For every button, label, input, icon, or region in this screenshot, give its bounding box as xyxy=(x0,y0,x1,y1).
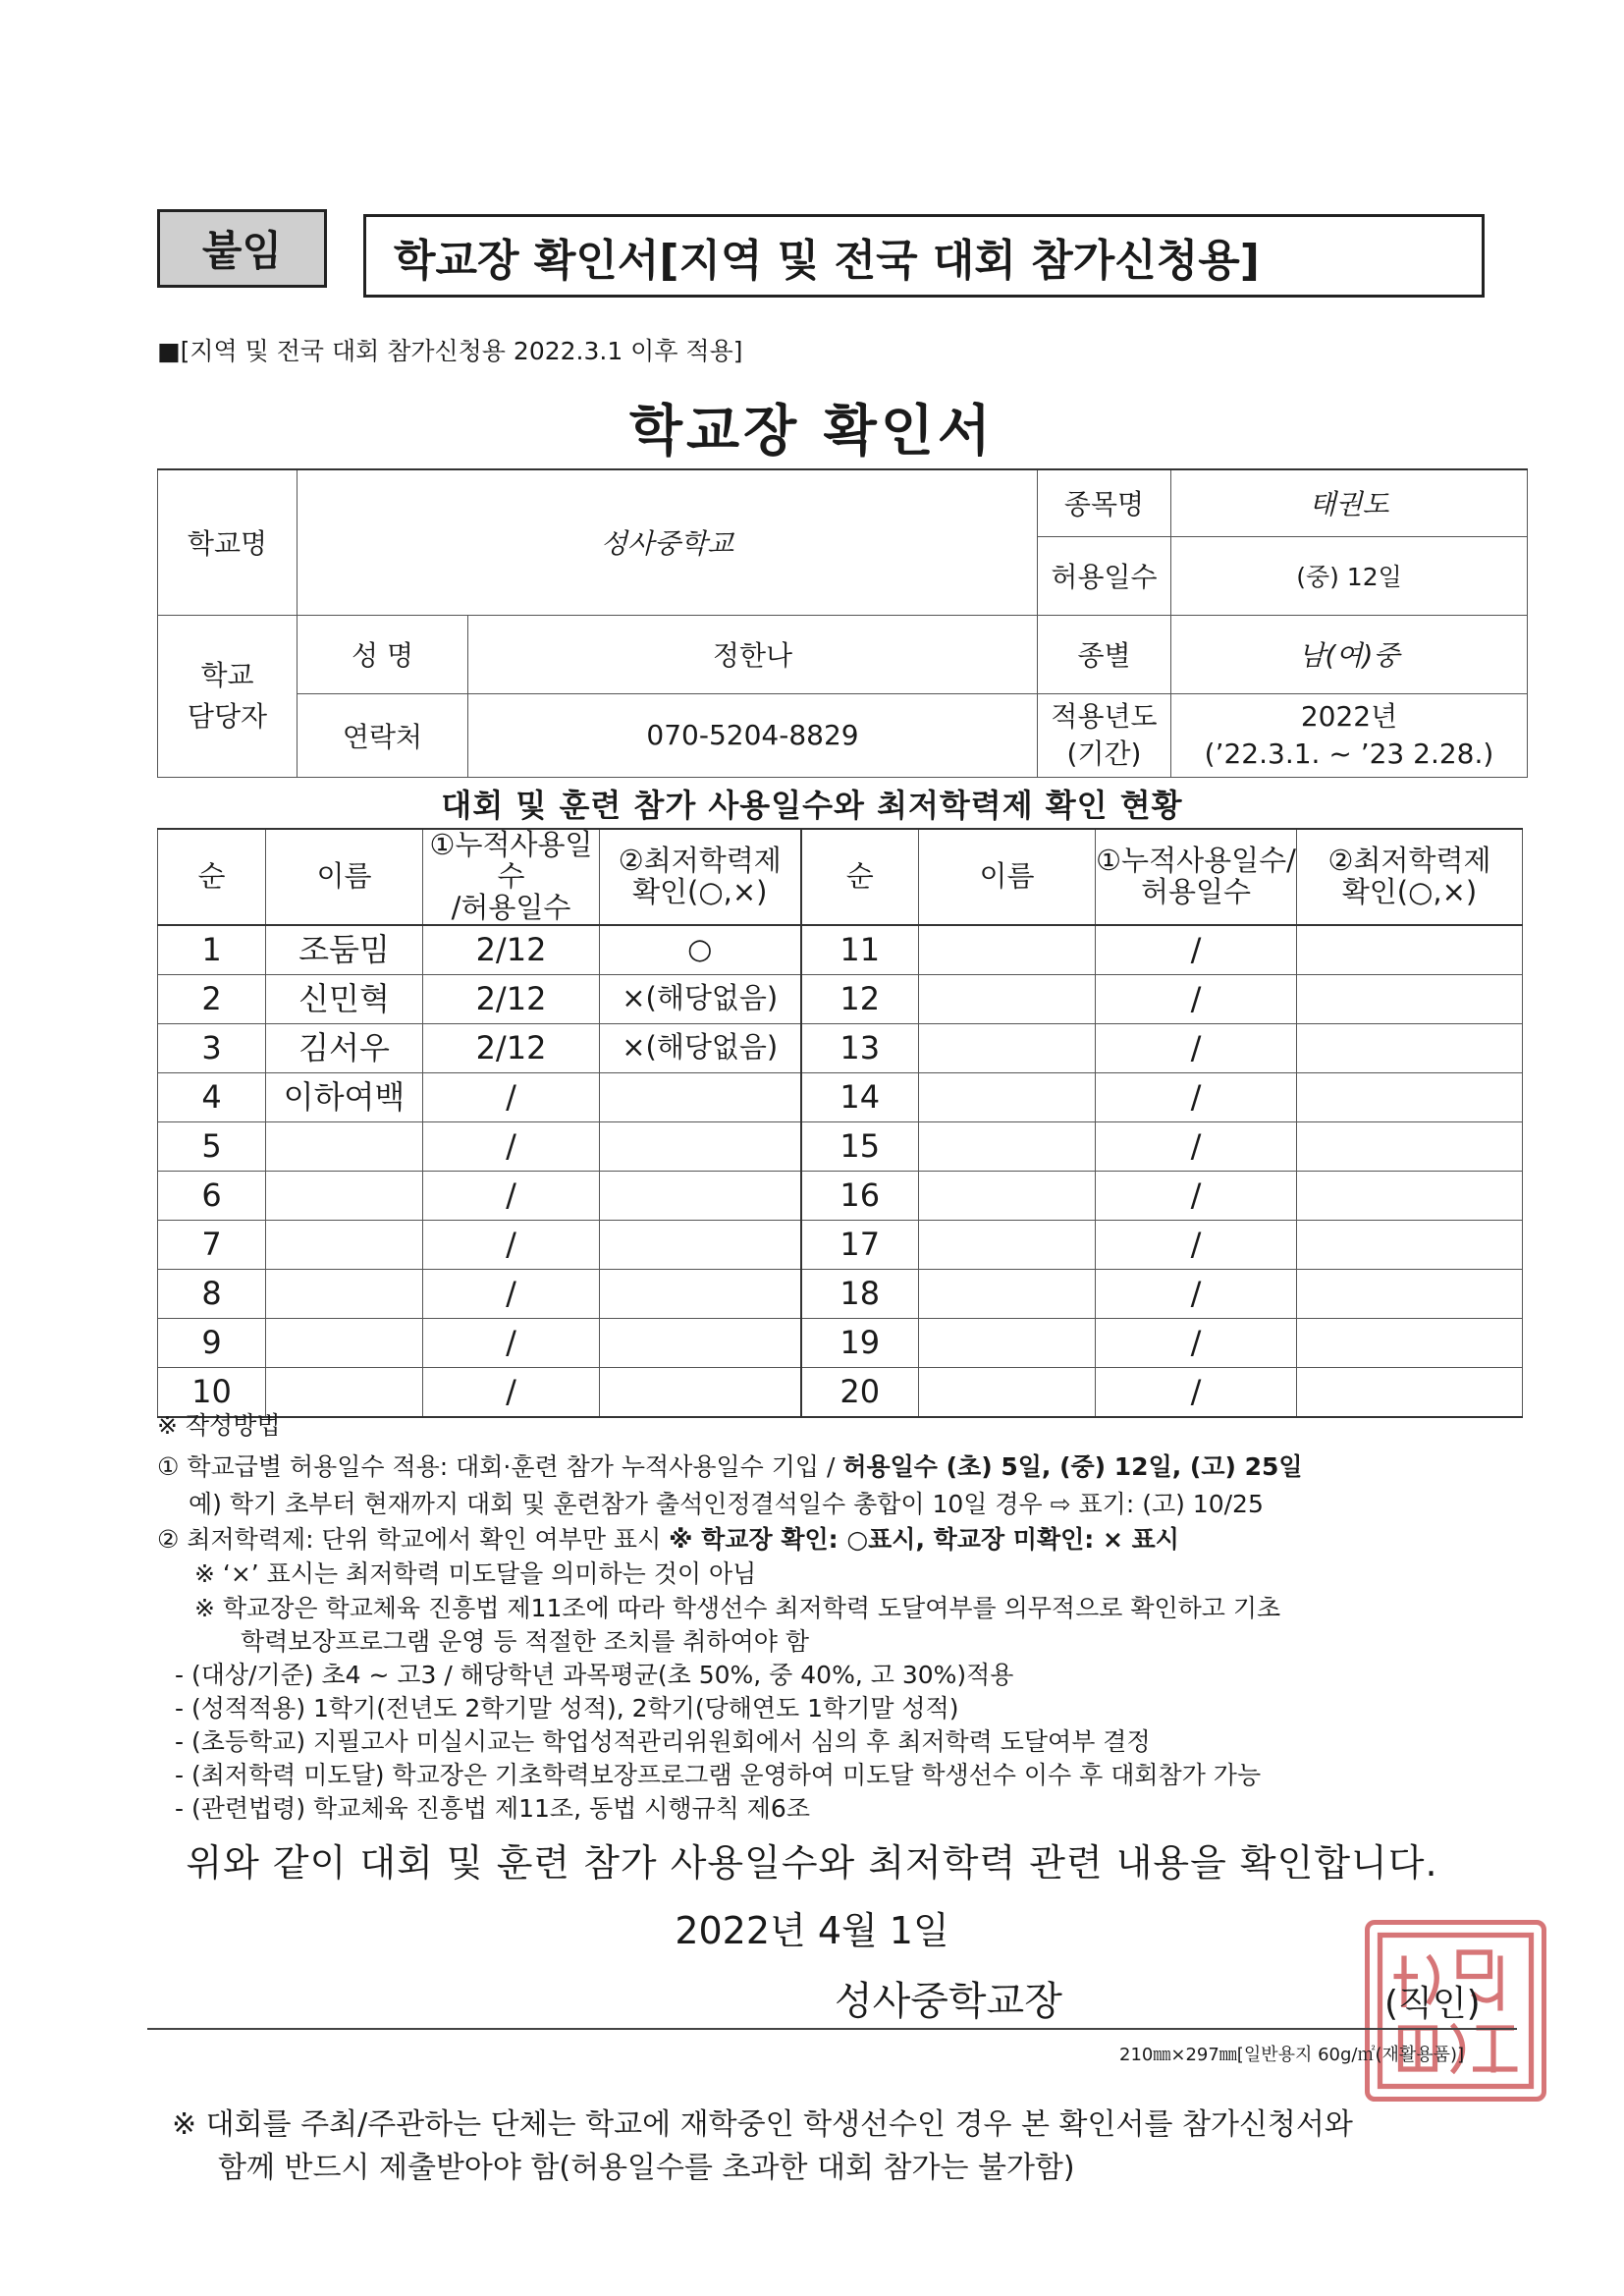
row-days: / xyxy=(423,1121,600,1171)
row-check xyxy=(600,1269,801,1318)
row-check-right xyxy=(1297,1121,1523,1171)
row-name-right xyxy=(919,974,1096,1023)
row-days-right: / xyxy=(1096,1023,1297,1072)
row-check: ×(해당없음) xyxy=(600,1023,801,1072)
school-info-table xyxy=(157,468,1528,778)
table-row xyxy=(158,974,1523,1023)
row-check xyxy=(600,1367,801,1417)
school-value: 성사중학교 xyxy=(298,469,1038,615)
row-days: / xyxy=(423,1220,600,1269)
row-check xyxy=(600,1220,801,1269)
table-row xyxy=(158,1023,1523,1072)
note-10: - (최저학력 미도달) 학교장은 기초학력보장프로그램 운영하여 미도달 학생선수 이수 후 대회참가 가능 xyxy=(175,1761,1262,1789)
notes-heading: ※ 작성방법 xyxy=(157,1411,281,1440)
row-check-right xyxy=(1297,1220,1523,1269)
sport-value: 태권도 xyxy=(1171,469,1528,536)
note-1b: 허용일수 (초) 5일, (중) 12일, (고) 25일 xyxy=(842,1452,1303,1481)
note-4: ※ ‘×’ 표시는 최저학력 미도달을 의미하는 것이 아님 xyxy=(194,1559,757,1588)
col-check-right-sub: 확인(○,×) xyxy=(1341,874,1478,908)
footer-note-1: ※ 대회를 주최/주관하는 단체는 학교에 재학중인 학생선수인 경우 본 확인서를 참가신청서와 xyxy=(172,2107,1353,2142)
page-title: 학교장 확인서 xyxy=(628,400,996,464)
row-no: 10 xyxy=(158,1367,266,1417)
col-check-right: ②최저학력제 xyxy=(1327,843,1491,877)
row-days: / xyxy=(423,1171,600,1220)
row-name-right xyxy=(919,1367,1096,1417)
row-days: 2/12 xyxy=(423,974,600,1023)
row-check-right xyxy=(1297,1072,1523,1121)
year-period-value: (’22.3.1. ~ ’23 2.28.) xyxy=(1204,737,1494,770)
table-row xyxy=(158,1318,1523,1367)
row-name xyxy=(266,1269,423,1318)
allowed-days-label: 허용일수 xyxy=(1038,536,1171,615)
row-check xyxy=(600,1072,801,1121)
row-check-right xyxy=(1297,1318,1523,1367)
row-check xyxy=(600,1318,801,1367)
row-name: 조둠밈 xyxy=(266,925,423,975)
col-name: 이름 xyxy=(266,829,423,925)
table-row xyxy=(158,925,1523,975)
row-check-right xyxy=(1297,1023,1523,1072)
row-name-right xyxy=(919,1318,1096,1367)
row-check-right xyxy=(1297,1269,1523,1318)
row-no-right: 19 xyxy=(801,1318,919,1367)
row-name-right xyxy=(919,1171,1096,1220)
row-name-right xyxy=(919,1121,1096,1171)
footer-note-2: 함께 반드시 제출받아야 함(허용일수를 초과한 대회 참가는 불가함) xyxy=(218,2151,1075,2185)
table-row xyxy=(158,1269,1523,1318)
note-8: - (성적적용) 1학기(전년도 2학기말 성적), 2학기(당해연도 1학기말 성적) xyxy=(175,1694,959,1722)
row-no: 7 xyxy=(158,1220,266,1269)
row-no: 1 xyxy=(158,925,266,975)
row-name xyxy=(266,1171,423,1220)
divider-line xyxy=(147,2028,1517,2030)
row-no: 5 xyxy=(158,1121,266,1171)
gender-label: 종별 xyxy=(1038,615,1171,693)
row-days: 2/12 xyxy=(423,1023,600,1072)
row-name-right xyxy=(919,1072,1096,1121)
paper-spec: 210㎜×297㎜[일반용지 60g/㎡(재활용품)] xyxy=(1119,2045,1465,2065)
year-label: 적용년도 xyxy=(1051,699,1158,733)
row-days-right: / xyxy=(1096,1171,1297,1220)
col-days: ①누적사용일수 xyxy=(429,828,593,893)
table-row xyxy=(158,1121,1523,1171)
attachment-label: 붙임 xyxy=(157,209,327,288)
row-days-right: / xyxy=(1096,1121,1297,1171)
name-label: 성 명 xyxy=(298,615,468,693)
row-check xyxy=(600,1171,801,1220)
row-days: / xyxy=(423,1318,600,1367)
row-name xyxy=(266,1367,423,1417)
year-value: 2022년 xyxy=(1300,699,1398,733)
row-no-right: 18 xyxy=(801,1269,919,1318)
staff-label: 학교 담당자 xyxy=(158,615,298,777)
row-days: 2/12 xyxy=(423,925,600,975)
row-name-right xyxy=(919,1220,1096,1269)
gender-value: 남(여)중 xyxy=(1171,615,1528,693)
section-title: 대회 및 훈련 참가 사용일수와 최저학력제 확인 현황 xyxy=(441,787,1183,824)
row-check xyxy=(600,1121,801,1171)
row-days-right: / xyxy=(1096,974,1297,1023)
row-name: 신민혁 xyxy=(266,974,423,1023)
row-no: 3 xyxy=(158,1023,266,1072)
scope-note: ■[지역 및 전국 대회 참가신청용 2022.3.1 이후 적용] xyxy=(157,337,743,365)
row-days-right: / xyxy=(1096,1072,1297,1121)
row-no-right: 14 xyxy=(801,1072,919,1121)
row-check-right xyxy=(1297,925,1523,975)
participation-table xyxy=(157,828,1523,1418)
row-days-right: / xyxy=(1096,1318,1297,1367)
row-no-right: 15 xyxy=(801,1121,919,1171)
row-no: 4 xyxy=(158,1072,266,1121)
row-days: / xyxy=(423,1072,600,1121)
name-value: 정한나 xyxy=(468,615,1038,693)
note-11: - (관련법령) 학교체육 진흥법 제11조, 동법 시행규칙 제6조 xyxy=(175,1794,810,1823)
row-name xyxy=(266,1318,423,1367)
row-no-right: 12 xyxy=(801,974,919,1023)
row-days-right: / xyxy=(1096,1367,1297,1417)
row-days-right: / xyxy=(1096,925,1297,975)
row-no: 2 xyxy=(158,974,266,1023)
row-name-right xyxy=(919,1269,1096,1318)
row-no-right: 20 xyxy=(801,1367,919,1417)
issue-date: 2022년 4월 1일 xyxy=(675,1909,949,1952)
contact-value: 070-5204-8829 xyxy=(468,693,1038,777)
col-check: ②최저학력제 xyxy=(618,843,782,877)
row-days: / xyxy=(423,1367,600,1417)
note-3b: ※ 학교장 확인: ○표시, 학교장 미확인: × 표시 xyxy=(669,1525,1179,1554)
note-5: ※ 학교장은 학교체육 진흥법 제11조에 따라 학생선수 최저학력 도달여부를 의무적으로 확인하고 기초 xyxy=(194,1594,1281,1622)
table-row xyxy=(158,1220,1523,1269)
row-name xyxy=(266,1121,423,1171)
row-check-right xyxy=(1297,974,1523,1023)
allowed-days-value: (중) 12일 xyxy=(1171,536,1528,615)
row-name-right xyxy=(919,1023,1096,1072)
row-no-right: 16 xyxy=(801,1171,919,1220)
contact-label: 연락처 xyxy=(298,693,468,777)
note-6: 학력보장프로그램 운영 등 적절한 조치를 취하여야 함 xyxy=(241,1627,809,1656)
row-name xyxy=(266,1220,423,1269)
note-3a: ② 최저학력제: 단위 학교에서 확인 여부만 표시 xyxy=(157,1525,670,1554)
col-name-right: 이름 xyxy=(919,829,1096,925)
col-check-sub: 확인(○,×) xyxy=(632,874,768,908)
note-2: 예) 학기 초부터 현재까지 대회 및 훈련참가 출석인정결석일수 총합이 10일 경우 ⇨ 표기: (고) 10/25 xyxy=(189,1490,1264,1518)
row-name-right xyxy=(919,925,1096,975)
row-name: 김서우 xyxy=(266,1023,423,1072)
document-header-title: 학교장 확인서[지역 및 전국 대회 참가신청용] xyxy=(363,214,1485,298)
row-days: / xyxy=(423,1269,600,1318)
row-no-right: 11 xyxy=(801,925,919,975)
row-no: 6 xyxy=(158,1171,266,1220)
table-row xyxy=(158,1072,1523,1121)
sport-label: 종목명 xyxy=(1038,469,1171,536)
table-row xyxy=(158,1171,1523,1220)
row-no-right: 17 xyxy=(801,1220,919,1269)
col-no-right: 순 xyxy=(801,829,919,925)
row-days-right: / xyxy=(1096,1220,1297,1269)
row-check: ○ xyxy=(600,925,801,975)
seal-mark-label: (직인) xyxy=(1384,1984,1481,2024)
row-name: 이하여백 xyxy=(266,1072,423,1121)
row-check-right xyxy=(1297,1367,1523,1417)
confirm-statement: 위와 같이 대회 및 훈련 참가 사용일수와 최저학력 관련 내용을 확인합니다. xyxy=(186,1841,1438,1885)
note-1a: ① 학교급별 허용일수 적용: 대회·훈련 참가 누적사용일수 기입 / xyxy=(157,1452,843,1481)
note-9: - (초등학교) 지필고사 미실시교는 학업성적관리위원회에서 심의 후 최저학력 도달여부 결정 xyxy=(175,1727,1151,1756)
row-days-right: / xyxy=(1096,1269,1297,1318)
table-row xyxy=(158,1367,1523,1417)
col-days-right-sub: 허용일수 xyxy=(1140,874,1252,908)
col-days-right: ①누적사용일수/ xyxy=(1096,843,1296,877)
school-label: 학교명 xyxy=(158,469,298,615)
note-7: - (대상/기준) 초4 ~ 고3 / 해당학년 과목평균(초 50%, 중 40%, 고 30%)적용 xyxy=(175,1661,1014,1689)
row-check: ×(해당없음) xyxy=(600,974,801,1023)
row-check-right xyxy=(1297,1171,1523,1220)
principal-signature: 성사중학교장 xyxy=(835,1979,1062,2024)
year-label-period: (기간) xyxy=(1066,737,1142,770)
col-no: 순 xyxy=(158,829,266,925)
col-days-sub: /허용일수 xyxy=(451,890,571,924)
row-no: 9 xyxy=(158,1318,266,1367)
row-no: 8 xyxy=(158,1269,266,1318)
row-no-right: 13 xyxy=(801,1023,919,1072)
